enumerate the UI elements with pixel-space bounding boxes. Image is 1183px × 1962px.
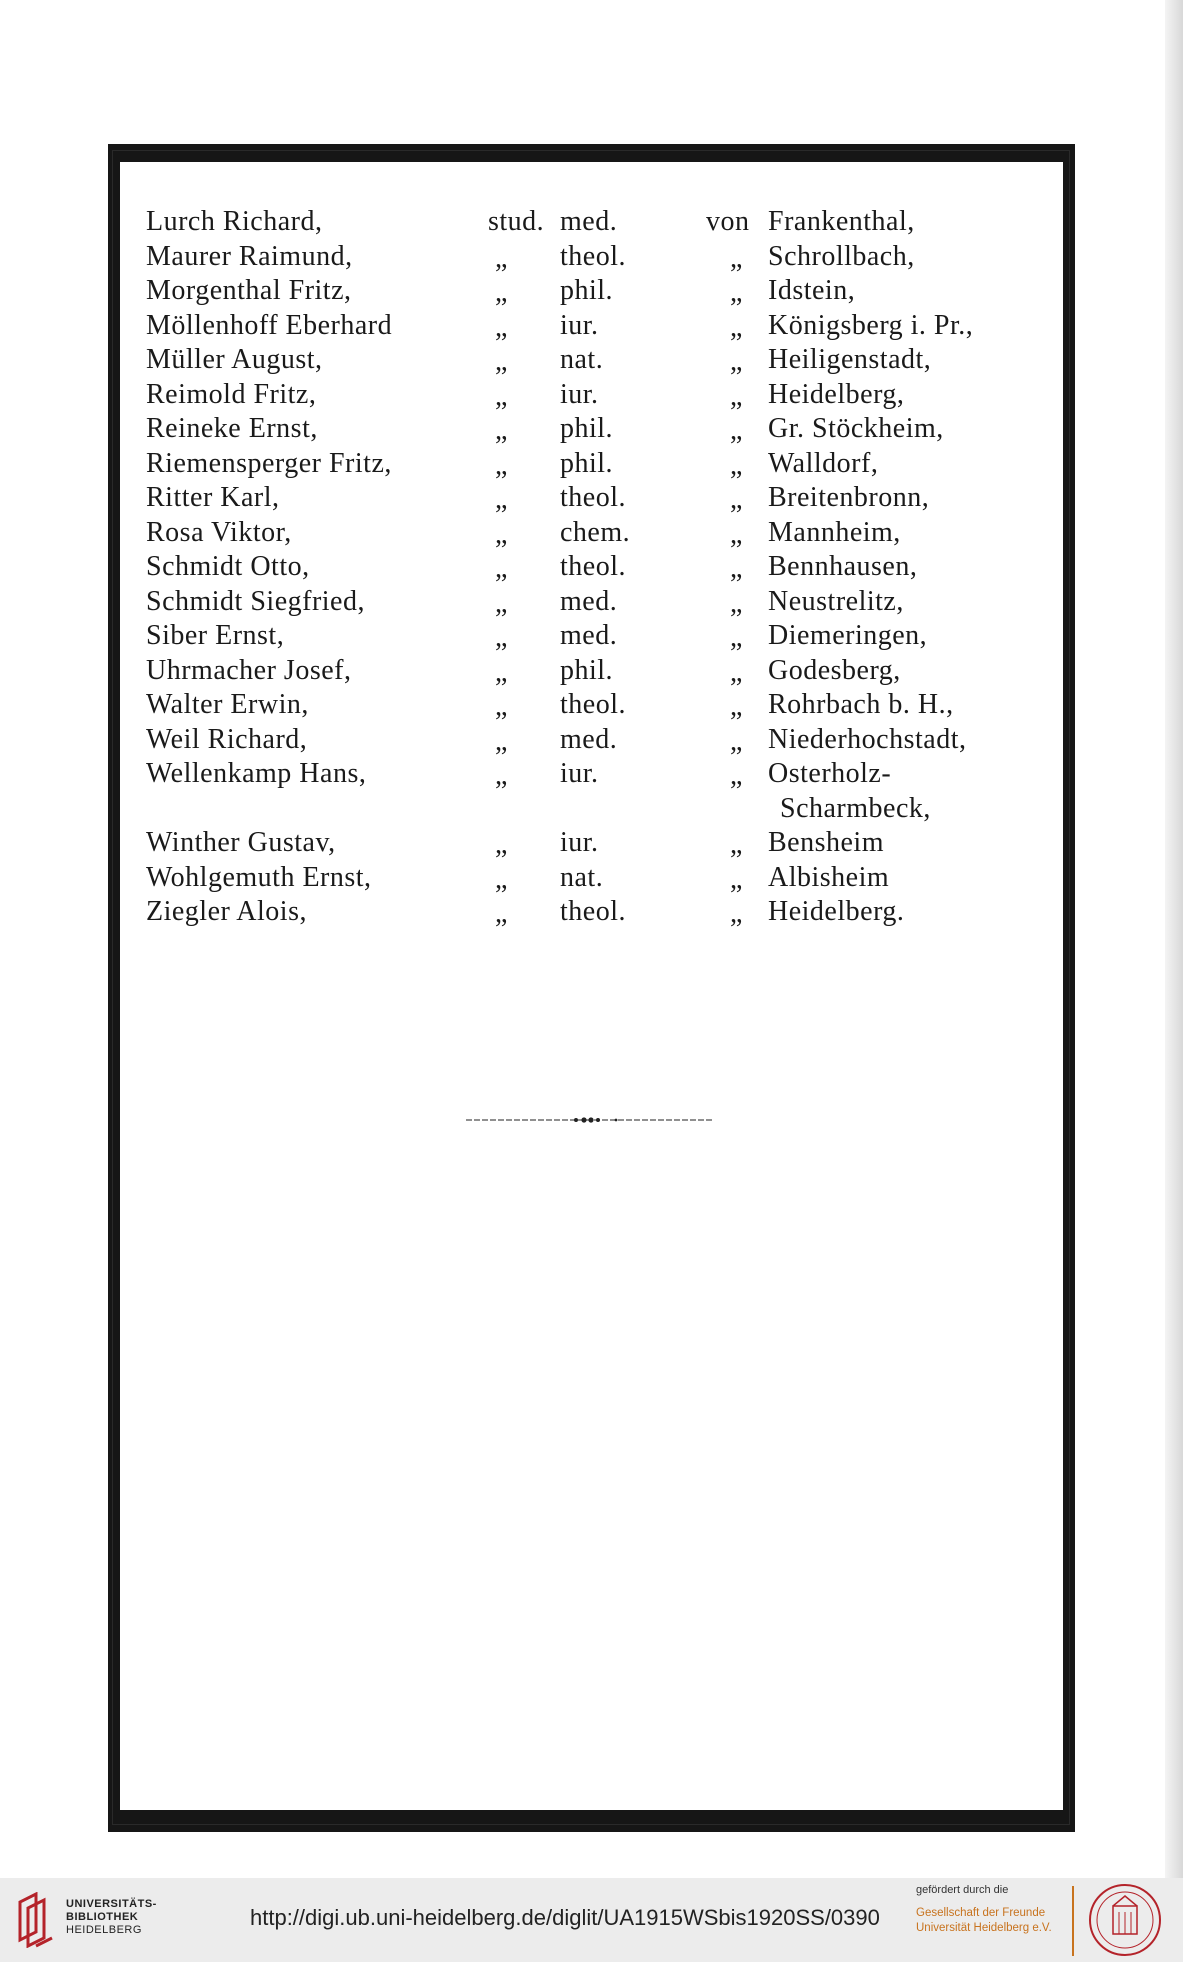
ditto-mark: „ bbox=[495, 656, 508, 688]
student-name: Schmidt Siegfried, bbox=[146, 585, 365, 617]
ditto-mark: „ bbox=[730, 587, 743, 619]
ditto-mark: „ bbox=[730, 760, 743, 791]
student-name: Rosa Viktor, bbox=[146, 516, 292, 548]
student-name: Reimold Fritz, bbox=[146, 378, 317, 410]
library-logo-icon bbox=[14, 1892, 60, 1948]
hometown: Osterholz- bbox=[768, 758, 892, 789]
hometown: Idstein, bbox=[768, 275, 856, 306]
student-name: Reineke Ernst, bbox=[146, 413, 318, 444]
sponsor-name bbox=[916, 1906, 1052, 1936]
roster-row bbox=[140, 619, 1040, 654]
hometown: Heidelberg. bbox=[768, 896, 905, 927]
ditto-mark: „ bbox=[730, 553, 743, 584]
ditto-mark: „ bbox=[495, 484, 508, 515]
ditto-mark: „ bbox=[730, 242, 743, 274]
faculty: med. bbox=[560, 723, 618, 755]
faculty: phil. bbox=[560, 654, 614, 686]
sponsor-label: gefördert durch die bbox=[916, 1884, 1009, 1896]
student-name: Weil Richard, bbox=[146, 723, 308, 755]
hometown: Walldorf, bbox=[768, 447, 879, 479]
ditto-mark: „ bbox=[495, 898, 508, 929]
hometown: Niederhochstadt, bbox=[768, 723, 967, 755]
ditto-mark: „ bbox=[495, 725, 508, 757]
student-name: Morgenthal Fritz, bbox=[146, 275, 352, 306]
student-name: Siber Ernst, bbox=[146, 620, 285, 651]
ditto-mark: „ bbox=[495, 346, 508, 377]
roster-row bbox=[140, 447, 1040, 482]
hometown-continued: Scharmbeck, bbox=[780, 792, 931, 824]
ditto-mark: „ bbox=[730, 380, 743, 412]
permalink-url[interactable]: http://digi.ub.uni-heidelberg.de/diglit/UA1915WSbis1920SS/0390 bbox=[250, 1905, 880, 1930]
hometown: Breitenbronn, bbox=[768, 482, 930, 513]
ditto-mark: „ bbox=[730, 691, 743, 722]
ditto-mark: „ bbox=[495, 587, 508, 619]
von-label: von bbox=[706, 206, 750, 237]
roster-row bbox=[140, 861, 1040, 896]
ditto-mark: „ bbox=[730, 725, 743, 757]
roster-row bbox=[140, 826, 1040, 861]
student-name: Schmidt Otto, bbox=[146, 551, 310, 582]
library-name bbox=[66, 1898, 157, 1937]
ditto-mark: „ bbox=[730, 898, 743, 929]
hometown: Gr. Stöckheim, bbox=[768, 413, 944, 444]
roster-row bbox=[140, 516, 1040, 551]
faculty: iur. bbox=[560, 758, 599, 789]
ornamental-divider bbox=[466, 1117, 712, 1123]
faculty: nat. bbox=[560, 861, 604, 893]
hometown: Rohrbach b. H., bbox=[768, 689, 954, 720]
ditto-mark: „ bbox=[730, 346, 743, 377]
hometown: Königsberg i. Pr., bbox=[768, 309, 974, 341]
sponsor-name-line1: Gesellschaft der Freunde bbox=[916, 1907, 1046, 1919]
faculty: theol. bbox=[560, 551, 626, 582]
faculty: med. bbox=[560, 206, 618, 237]
ditto-mark: „ bbox=[495, 553, 508, 584]
ditto-mark: „ bbox=[730, 449, 743, 481]
roster-row bbox=[140, 412, 1040, 447]
roster-row bbox=[140, 481, 1040, 516]
ditto-mark: „ bbox=[730, 863, 743, 895]
hometown: Mannheim, bbox=[768, 516, 901, 548]
ditto-mark: „ bbox=[730, 656, 743, 688]
faculty: iur. bbox=[560, 378, 599, 410]
roster-row bbox=[140, 585, 1040, 620]
student-name: Ritter Karl, bbox=[146, 482, 280, 513]
hometown: Heiligenstadt, bbox=[768, 344, 932, 375]
ditto-mark: „ bbox=[495, 277, 508, 308]
faculty: med. bbox=[560, 585, 618, 617]
ditto-mark: „ bbox=[495, 691, 508, 722]
roster-row bbox=[140, 688, 1040, 723]
roster-row bbox=[140, 378, 1040, 413]
ditto-mark: „ bbox=[730, 484, 743, 515]
roster-row bbox=[140, 205, 1040, 240]
ditto-mark: „ bbox=[730, 415, 743, 446]
faculty: theol. bbox=[560, 689, 626, 720]
ditto-mark: „ bbox=[730, 518, 743, 550]
faculty: chem. bbox=[560, 516, 631, 548]
hometown: Godesberg, bbox=[768, 654, 901, 686]
student-name: Winther Gustav, bbox=[146, 827, 336, 858]
ditto-mark: „ bbox=[495, 380, 508, 412]
ditto-mark: „ bbox=[730, 622, 743, 653]
hometown: Diemeringen, bbox=[768, 620, 928, 651]
ditto-mark: „ bbox=[495, 760, 508, 791]
ditto-mark: „ bbox=[730, 311, 743, 343]
student-name: Walter Erwin, bbox=[146, 689, 309, 720]
hometown: Frankenthal, bbox=[768, 206, 915, 237]
hometown: Neustrelitz, bbox=[768, 585, 904, 617]
library-name-line2: BIBLIOTHEK bbox=[66, 1911, 139, 1923]
student-roster bbox=[140, 205, 1040, 930]
hometown: Bensheim bbox=[768, 827, 884, 858]
roster-row bbox=[140, 240, 1040, 275]
ditto-mark: „ bbox=[730, 829, 743, 860]
roster-row bbox=[140, 274, 1040, 309]
sponsor-divider bbox=[1072, 1886, 1074, 1956]
student-name: Möllenhoff Eberhard bbox=[146, 309, 393, 341]
faculty: nat. bbox=[560, 344, 604, 375]
roster-row bbox=[140, 723, 1040, 758]
faculty: phil. bbox=[560, 447, 614, 479]
hometown: Bennhausen, bbox=[768, 551, 918, 582]
sponsor-name-line2: Universität Heidelberg e.V. bbox=[916, 1922, 1052, 1934]
faculty: iur. bbox=[560, 309, 599, 341]
roster-row bbox=[140, 654, 1040, 689]
faculty: phil. bbox=[560, 413, 614, 444]
ditto-mark: „ bbox=[730, 277, 743, 308]
roster-row bbox=[140, 550, 1040, 585]
hometown: Heidelberg, bbox=[768, 378, 905, 410]
roster-row bbox=[140, 757, 1040, 826]
status-label: stud. bbox=[488, 206, 545, 237]
hometown: Schrollbach, bbox=[768, 240, 915, 272]
faculty: iur. bbox=[560, 827, 599, 858]
ditto-mark: „ bbox=[495, 518, 508, 550]
ditto-mark: „ bbox=[495, 622, 508, 653]
roster-row bbox=[140, 895, 1040, 930]
roster-row bbox=[140, 343, 1040, 378]
ditto-mark: „ bbox=[495, 829, 508, 860]
roster-row bbox=[140, 309, 1040, 344]
ditto-mark: „ bbox=[495, 415, 508, 446]
student-name: Wohlgemuth Ernst, bbox=[146, 861, 372, 893]
university-seal-icon bbox=[1086, 1882, 1164, 1958]
library-name-line3: HEIDELBERG bbox=[66, 1924, 142, 1936]
student-name: Maurer Raimund, bbox=[146, 240, 353, 272]
faculty: theol. bbox=[560, 482, 626, 513]
page-edge bbox=[1165, 0, 1183, 1878]
faculty: theol. bbox=[560, 240, 626, 272]
ditto-mark: „ bbox=[495, 311, 508, 343]
student-name: Ziegler Alois, bbox=[146, 896, 307, 927]
ditto-mark: „ bbox=[495, 449, 508, 481]
ditto-mark: „ bbox=[495, 863, 508, 895]
student-name: Riemensperger Fritz, bbox=[146, 447, 392, 479]
hometown: Albisheim bbox=[768, 861, 890, 893]
faculty: med. bbox=[560, 620, 618, 651]
student-name: Uhrmacher Josef, bbox=[146, 654, 352, 686]
library-name-line1: UNIVERSITÄTS- bbox=[66, 1898, 157, 1910]
student-name: Lurch Richard, bbox=[146, 206, 323, 237]
faculty: theol. bbox=[560, 896, 626, 927]
student-name: Wellenkamp Hans, bbox=[146, 758, 367, 789]
student-name: Müller August, bbox=[146, 344, 323, 375]
ditto-mark: „ bbox=[495, 242, 508, 274]
faculty: phil. bbox=[560, 275, 614, 306]
viewer-footer bbox=[0, 1878, 1183, 1962]
